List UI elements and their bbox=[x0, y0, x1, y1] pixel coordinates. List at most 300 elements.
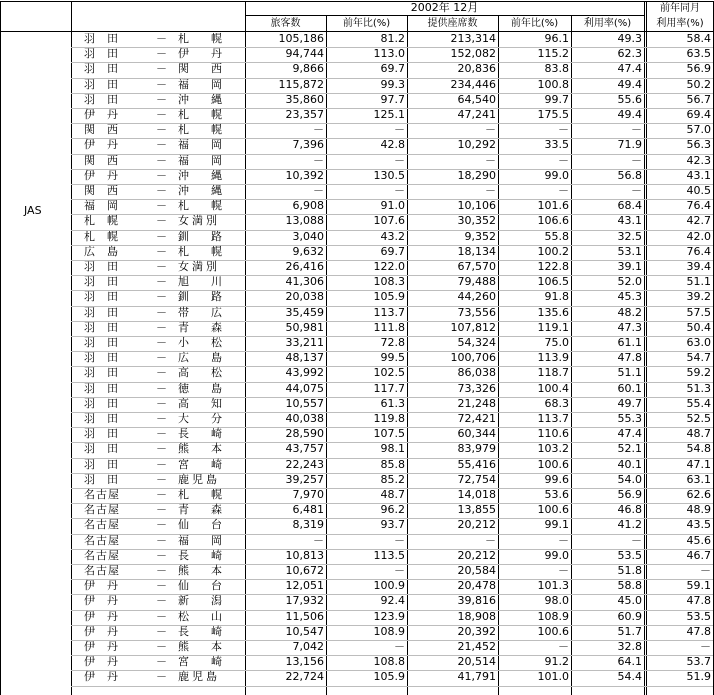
route-origin: 伊丹 bbox=[84, 138, 130, 152]
cell-prev-utilization: 63.1 bbox=[686, 472, 711, 486]
cell-prev-utilization: 63.5 bbox=[686, 47, 711, 61]
cell-utilization: 55.3 bbox=[617, 412, 642, 425]
period-label: 2002年 12月 bbox=[410, 1, 479, 14]
col-header-seats: 提供座席数 bbox=[427, 18, 478, 29]
cell-passenger-yoy: 92.4 bbox=[380, 594, 405, 608]
col-header-passenger-yoy: 前年比(%) bbox=[342, 18, 391, 29]
cell-prev-utilization: 50.4 bbox=[686, 320, 711, 334]
cell-seat-yoy: 99.7 bbox=[544, 92, 569, 106]
route-origin: 関西 bbox=[84, 153, 130, 167]
cell-passenger-yoy: 97.7 bbox=[380, 92, 405, 106]
cell-passengers: 10,557 bbox=[285, 396, 324, 410]
cell-utilization: 49.4 bbox=[617, 77, 642, 91]
cell-passenger-yoy: 111.8 bbox=[373, 320, 405, 334]
route-destination: 仙台 bbox=[178, 579, 244, 593]
cell-passenger-yoy: － bbox=[394, 153, 405, 167]
cell-passenger-yoy: 61.3 bbox=[380, 396, 405, 410]
route-destination: 札幌 bbox=[178, 244, 244, 258]
cell-utilization: 54.0 bbox=[617, 472, 642, 486]
route-dash: － bbox=[156, 640, 167, 653]
cell-prev-utilization: 69.4 bbox=[686, 108, 711, 121]
cell-seat-yoy: 110.6 bbox=[537, 427, 569, 441]
route-origin: 広島 bbox=[84, 244, 130, 258]
route-destination: 熊本 bbox=[178, 640, 244, 653]
route-origin: 羽田 bbox=[84, 290, 130, 304]
route-dash: － bbox=[156, 518, 167, 532]
route-origin: 伊丹 bbox=[84, 579, 130, 593]
cell-seats: － bbox=[485, 184, 496, 197]
col-header-utilization: 利用率(%) bbox=[583, 18, 632, 29]
route-dash: － bbox=[156, 670, 167, 684]
route-dash: － bbox=[156, 336, 167, 349]
cell-seats: 20,392 bbox=[457, 624, 496, 638]
cell-prev-utilization: 53.7 bbox=[686, 655, 711, 669]
route-dash: － bbox=[156, 199, 167, 213]
cell-prev-utilization: 54.7 bbox=[686, 351, 711, 365]
cell-seat-yoy: － bbox=[558, 123, 569, 137]
cell-utilization: 49.4 bbox=[617, 108, 642, 121]
cell-seat-yoy: 113.9 bbox=[537, 351, 569, 365]
cell-utilization: 60.1 bbox=[617, 381, 642, 395]
cell-seats: 86,038 bbox=[457, 366, 496, 380]
cell-prev-utilization: 42.7 bbox=[686, 214, 711, 228]
route-dash: － bbox=[156, 138, 167, 152]
cell-passenger-yoy: 123.9 bbox=[373, 609, 405, 623]
cell-passengers: 10,392 bbox=[285, 168, 324, 182]
cell-prev-utilization: 39.4 bbox=[686, 260, 711, 273]
cell-passengers: 23,357 bbox=[285, 108, 324, 121]
cell-utilization: － bbox=[631, 123, 642, 137]
cell-passenger-yoy: 72.8 bbox=[380, 336, 405, 349]
cell-passenger-yoy: 105.9 bbox=[373, 290, 405, 304]
route-dash: － bbox=[156, 609, 167, 623]
route-origin: 伊丹 bbox=[84, 594, 130, 608]
route-dash: － bbox=[156, 244, 167, 258]
route-origin: 関西 bbox=[84, 123, 130, 137]
cell-utilization: 68.4 bbox=[617, 199, 642, 213]
cell-seats: 60,344 bbox=[457, 427, 496, 441]
route-origin: 名古屋 bbox=[84, 503, 120, 517]
cell-seat-yoy: － bbox=[558, 153, 569, 167]
cell-prev-utilization: 51.9 bbox=[686, 670, 711, 684]
cell-prev-utilization: 39.2 bbox=[686, 290, 711, 304]
route-destination: 札幌 bbox=[178, 199, 244, 213]
route-origin: 伊丹 bbox=[84, 624, 130, 638]
cell-prev-utilization: 40.5 bbox=[686, 184, 711, 197]
cell-prev-utilization: 62.6 bbox=[686, 488, 711, 501]
cell-prev-utilization: 43.5 bbox=[686, 518, 711, 532]
route-destination: 長崎 bbox=[178, 624, 244, 638]
route-destination: 高知 bbox=[178, 396, 244, 410]
cell-utilization: 56.9 bbox=[617, 488, 642, 501]
cell-seats: 18,908 bbox=[457, 609, 496, 623]
cell-passenger-yoy: 96.2 bbox=[380, 503, 405, 517]
cell-seats: 13,855 bbox=[457, 503, 496, 517]
cell-seat-yoy: 100.6 bbox=[537, 624, 569, 638]
cell-passengers: 13,156 bbox=[285, 655, 324, 669]
route-destination: 新潟 bbox=[178, 594, 244, 608]
col-border bbox=[71, 1, 72, 695]
route-origin: 羽田 bbox=[84, 47, 130, 61]
route-destination: 大分 bbox=[178, 412, 244, 425]
cell-prev-utilization: 56.3 bbox=[686, 138, 711, 152]
cell-utilization: 39.1 bbox=[617, 260, 642, 273]
cell-utilization: 47.4 bbox=[617, 62, 642, 76]
route-dash: － bbox=[156, 396, 167, 410]
cell-passengers: 6,481 bbox=[292, 503, 324, 517]
route-dash: － bbox=[156, 77, 167, 91]
cell-seat-yoy: － bbox=[558, 533, 569, 547]
cell-seat-yoy: 98.0 bbox=[544, 594, 569, 608]
route-dash: － bbox=[156, 214, 167, 228]
cell-passenger-yoy: 42.8 bbox=[380, 138, 405, 152]
cell-utilization: 53.1 bbox=[617, 244, 642, 258]
cell-utilization: － bbox=[631, 153, 642, 167]
route-origin: 伊丹 bbox=[84, 640, 130, 653]
cell-passenger-yoy: 125.1 bbox=[373, 108, 405, 121]
cell-seats: 83,979 bbox=[457, 442, 496, 456]
cell-passengers: 26,416 bbox=[285, 260, 324, 273]
cell-seat-yoy: 101.0 bbox=[537, 670, 569, 684]
cell-prev-utilization: 42.3 bbox=[686, 153, 711, 167]
cell-prev-utilization: 55.4 bbox=[686, 396, 711, 410]
cell-passenger-yoy: 107.5 bbox=[373, 427, 405, 441]
cell-prev-utilization: 51.1 bbox=[686, 275, 711, 289]
cell-seats: 47,241 bbox=[457, 108, 496, 121]
cell-seats: 55,416 bbox=[457, 457, 496, 471]
route-dash: － bbox=[156, 108, 167, 121]
cell-passenger-yoy: 99.5 bbox=[380, 351, 405, 365]
route-destination: 福岡 bbox=[178, 153, 244, 167]
route-dash: － bbox=[156, 594, 167, 608]
cell-prev-utilization: 59.2 bbox=[686, 366, 711, 380]
cell-seats: 10,292 bbox=[457, 138, 496, 152]
cell-prev-utilization: 76.4 bbox=[686, 244, 711, 258]
cell-passengers: － bbox=[313, 533, 324, 547]
cell-prev-utilization: 47.8 bbox=[686, 624, 711, 638]
route-destination: 女満別 bbox=[178, 260, 220, 273]
route-dash: － bbox=[156, 548, 167, 562]
route-dash: － bbox=[156, 153, 167, 167]
route-destination: 青森 bbox=[178, 503, 244, 517]
cell-seats: 20,478 bbox=[457, 579, 496, 593]
cell-utilization: 48.2 bbox=[617, 305, 642, 319]
cell-seat-yoy: 99.1 bbox=[544, 518, 569, 532]
cell-utilization: － bbox=[631, 184, 642, 197]
cell-utilization: － bbox=[631, 533, 642, 547]
cell-utilization: 47.8 bbox=[617, 351, 642, 365]
cell-prev-utilization: 43.1 bbox=[686, 168, 711, 182]
route-destination: 鹿児島 bbox=[178, 472, 220, 486]
route-dash: － bbox=[156, 366, 167, 380]
cell-prev-utilization: 47.8 bbox=[686, 594, 711, 608]
cell-utilization: 58.8 bbox=[617, 579, 642, 593]
cell-seat-yoy: 99.0 bbox=[544, 548, 569, 562]
cell-seats: － bbox=[485, 123, 496, 137]
route-origin: 羽田 bbox=[84, 381, 130, 395]
col-header-seat-yoy: 前年比(%) bbox=[510, 18, 559, 29]
route-origin: 羽田 bbox=[84, 472, 130, 486]
cell-utilization: 52.1 bbox=[617, 442, 642, 456]
cell-passengers: 48,137 bbox=[285, 351, 324, 365]
route-origin: 羽田 bbox=[84, 32, 130, 45]
cell-seats: 107,812 bbox=[450, 320, 496, 334]
cell-passengers: 9,866 bbox=[292, 62, 324, 76]
route-destination: 熊本 bbox=[178, 442, 244, 456]
cell-passenger-yoy: － bbox=[394, 533, 405, 547]
cell-passengers: 3,040 bbox=[292, 229, 324, 243]
cell-passenger-yoy: 85.2 bbox=[380, 472, 405, 486]
cell-seat-yoy: 103.2 bbox=[537, 442, 569, 456]
cell-passenger-yoy: 69.7 bbox=[380, 244, 405, 258]
cell-passengers: 17,932 bbox=[285, 594, 324, 608]
cell-prev-utilization: － bbox=[700, 640, 711, 653]
cell-seats: 20,212 bbox=[457, 518, 496, 532]
route-destination: 札幌 bbox=[178, 123, 244, 137]
cell-seat-yoy: 83.8 bbox=[544, 62, 569, 76]
cell-passenger-yoy: 91.0 bbox=[380, 199, 405, 213]
cell-utilization: 43.1 bbox=[617, 214, 642, 228]
cell-utilization: 62.3 bbox=[617, 47, 642, 61]
cell-passenger-yoy: 108.9 bbox=[373, 624, 405, 638]
cell-passengers: － bbox=[313, 153, 324, 167]
cell-seats: 54,324 bbox=[457, 336, 496, 349]
route-origin: 羽田 bbox=[84, 336, 130, 349]
cell-utilization: 51.7 bbox=[617, 624, 642, 638]
cell-seats: 72,754 bbox=[457, 472, 496, 486]
cell-utilization: 61.1 bbox=[617, 336, 642, 349]
route-origin: 伊丹 bbox=[84, 655, 130, 669]
cell-utilization: 55.6 bbox=[617, 92, 642, 106]
cell-passengers: 115,872 bbox=[278, 77, 324, 91]
cell-seats: 20,836 bbox=[457, 62, 496, 76]
cell-passengers: 7,396 bbox=[292, 138, 324, 152]
cell-passengers: 35,860 bbox=[285, 92, 324, 106]
route-dash: － bbox=[156, 564, 167, 577]
cell-utilization: 53.5 bbox=[617, 548, 642, 562]
cell-seat-yoy: 100.2 bbox=[537, 244, 569, 258]
cell-passengers: 6,908 bbox=[292, 199, 324, 213]
cell-utilization: 41.2 bbox=[617, 518, 642, 532]
route-dash: － bbox=[156, 229, 167, 243]
cell-passengers: 8,319 bbox=[292, 518, 324, 532]
cell-passenger-yoy: － bbox=[394, 123, 405, 137]
cell-passengers: 44,075 bbox=[285, 381, 324, 395]
route-destination: 長崎 bbox=[178, 548, 244, 562]
cell-seats: 20,514 bbox=[457, 655, 496, 669]
route-dash: － bbox=[156, 47, 167, 61]
cell-utilization: 71.9 bbox=[617, 138, 642, 152]
cell-passengers: 10,547 bbox=[285, 624, 324, 638]
cell-seat-yoy: 91.8 bbox=[544, 290, 569, 304]
route-dash: － bbox=[156, 624, 167, 638]
cell-seats: 41,791 bbox=[457, 670, 496, 684]
cell-passengers: － bbox=[313, 184, 324, 197]
route-dash: － bbox=[156, 442, 167, 456]
cell-seats: 21,248 bbox=[457, 396, 496, 410]
route-dash: － bbox=[156, 488, 167, 501]
cell-seats: 73,326 bbox=[457, 381, 496, 395]
cell-seat-yoy: － bbox=[558, 184, 569, 197]
route-dash: － bbox=[156, 381, 167, 395]
cell-seats: 10,106 bbox=[457, 199, 496, 213]
route-origin: 伊丹 bbox=[84, 609, 130, 623]
route-origin: 羽田 bbox=[84, 442, 130, 456]
route-dash: － bbox=[156, 320, 167, 334]
route-destination: 帯広 bbox=[178, 305, 244, 319]
route-destination: 沖縄 bbox=[178, 92, 244, 106]
cell-passenger-yoy: 85.8 bbox=[380, 457, 405, 471]
cell-passenger-yoy: 122.0 bbox=[373, 260, 405, 273]
cell-passenger-yoy: 119.8 bbox=[373, 412, 405, 425]
route-origin: 羽田 bbox=[84, 320, 130, 334]
route-origin: 羽田 bbox=[84, 92, 130, 106]
cell-seats: 73,556 bbox=[457, 305, 496, 319]
cell-seat-yoy: 99.6 bbox=[544, 472, 569, 486]
route-destination: 福岡 bbox=[178, 77, 244, 91]
cell-seat-yoy: 108.9 bbox=[537, 609, 569, 623]
cell-prev-utilization: 53.5 bbox=[686, 609, 711, 623]
cell-utilization: 46.8 bbox=[617, 503, 642, 517]
cell-passengers: 11,506 bbox=[285, 609, 324, 623]
cell-seat-yoy: 68.3 bbox=[544, 396, 569, 410]
cell-prev-utilization: 56.7 bbox=[686, 92, 711, 106]
cell-passengers: 22,724 bbox=[285, 670, 324, 684]
route-dash: － bbox=[156, 579, 167, 593]
route-dash: － bbox=[156, 427, 167, 441]
cell-seats: 39,816 bbox=[457, 594, 496, 608]
cell-prev-utilization: 52.5 bbox=[686, 412, 711, 425]
cell-prev-utilization: 63.0 bbox=[686, 336, 711, 349]
cell-prev-utilization: 48.9 bbox=[686, 503, 711, 517]
cell-seat-yoy: 101.6 bbox=[537, 199, 569, 213]
cell-passengers: 35,459 bbox=[285, 305, 324, 319]
route-origin: 伊丹 bbox=[84, 108, 130, 121]
route-destination: 釧路 bbox=[178, 290, 244, 304]
route-destination: 熊本 bbox=[178, 564, 244, 577]
route-destination: 徳島 bbox=[178, 381, 244, 395]
route-origin: 伊丹 bbox=[84, 670, 130, 684]
cell-seats: 20,584 bbox=[457, 564, 496, 577]
cell-utilization: 45.3 bbox=[617, 290, 642, 304]
route-origin: 羽田 bbox=[84, 427, 130, 441]
cell-seats: 14,018 bbox=[457, 488, 496, 501]
cell-utilization: 40.1 bbox=[617, 457, 642, 471]
cell-seat-yoy: 106.6 bbox=[537, 214, 569, 228]
cell-passengers: 9,632 bbox=[292, 244, 324, 258]
cell-passengers: 22,243 bbox=[285, 457, 324, 471]
cell-seat-yoy: 91.2 bbox=[544, 655, 569, 669]
route-dash: － bbox=[156, 655, 167, 669]
cell-seats: 30,352 bbox=[457, 214, 496, 228]
cell-seat-yoy: 53.6 bbox=[544, 488, 569, 501]
cell-prev-utilization: 54.8 bbox=[686, 442, 711, 456]
cell-passenger-yoy: 48.7 bbox=[380, 488, 405, 501]
cell-utilization: 47.4 bbox=[617, 427, 642, 441]
route-destination: 福岡 bbox=[178, 533, 244, 547]
cell-seat-yoy: － bbox=[558, 564, 569, 577]
route-dash: － bbox=[156, 412, 167, 425]
cell-passenger-yoy: － bbox=[394, 184, 405, 197]
cell-prev-utilization: 51.3 bbox=[686, 381, 711, 395]
cell-seats: 64,540 bbox=[457, 92, 496, 106]
route-origin: 福岡 bbox=[84, 199, 130, 213]
cell-prev-utilization: 48.7 bbox=[686, 427, 711, 441]
cell-seat-yoy: 99.0 bbox=[544, 168, 569, 182]
prev-year-label: 前年同月 bbox=[660, 3, 700, 14]
cell-seats: － bbox=[485, 533, 496, 547]
cell-prev-utilization: 50.2 bbox=[686, 77, 711, 91]
cell-prev-utilization: 45.6 bbox=[686, 533, 711, 547]
route-dash: － bbox=[156, 457, 167, 471]
cell-seat-yoy: 175.5 bbox=[537, 108, 569, 121]
route-dash: － bbox=[156, 260, 167, 273]
cell-seat-yoy: 100.4 bbox=[537, 381, 569, 395]
cell-passenger-yoy: 117.7 bbox=[373, 381, 405, 395]
cell-passengers: 43,992 bbox=[285, 366, 324, 380]
cell-utilization: 47.3 bbox=[617, 320, 642, 334]
cell-prev-utilization: 47.1 bbox=[686, 457, 711, 471]
route-dash: － bbox=[156, 305, 167, 319]
cell-passenger-yoy: 81.2 bbox=[380, 32, 405, 45]
route-dash: － bbox=[156, 62, 167, 76]
route-origin: 札幌 bbox=[84, 229, 130, 243]
cell-utilization: 54.4 bbox=[617, 670, 642, 684]
route-dash: － bbox=[156, 32, 167, 45]
route-destination: 女満別 bbox=[178, 214, 220, 228]
route-origin: 羽田 bbox=[84, 366, 130, 380]
cell-seat-yoy: 106.5 bbox=[537, 275, 569, 289]
route-origin: 羽田 bbox=[84, 457, 130, 471]
route-dash: － bbox=[156, 123, 167, 137]
cell-passenger-yoy: 113.0 bbox=[373, 47, 405, 61]
cell-seat-yoy: 122.8 bbox=[537, 260, 569, 273]
route-dash: － bbox=[156, 184, 167, 197]
cell-utilization: 60.9 bbox=[617, 609, 642, 623]
route-origin: 羽田 bbox=[84, 351, 130, 365]
cell-passengers: 10,672 bbox=[285, 564, 324, 577]
cell-utilization: 32.8 bbox=[617, 640, 642, 653]
cell-utilization: 56.8 bbox=[617, 168, 642, 182]
route-origin: 札幌 bbox=[84, 214, 130, 228]
col-header-prev-utilization: 利用率(%) bbox=[656, 18, 704, 29]
cell-seat-yoy: 113.7 bbox=[537, 412, 569, 425]
route-destination: 青森 bbox=[178, 320, 244, 334]
cell-passenger-yoy: 100.9 bbox=[373, 579, 405, 593]
route-origin: 羽田 bbox=[84, 260, 130, 273]
col-border bbox=[0, 1, 1, 695]
route-origin: 名古屋 bbox=[84, 564, 120, 577]
cell-seats: 213,314 bbox=[450, 32, 496, 45]
cell-prev-utilization: 42.0 bbox=[686, 229, 711, 243]
route-destination: 札幌 bbox=[178, 32, 244, 45]
route-origin: 名古屋 bbox=[84, 548, 120, 562]
cell-seat-yoy: 101.3 bbox=[537, 579, 569, 593]
route-origin: 羽田 bbox=[84, 305, 130, 319]
cell-passenger-yoy: 99.3 bbox=[380, 77, 405, 91]
cell-passenger-yoy: 108.3 bbox=[373, 275, 405, 289]
cell-seats: － bbox=[485, 153, 496, 167]
route-destination: 伊丹 bbox=[178, 47, 244, 61]
cell-passenger-yoy: 102.5 bbox=[373, 366, 405, 380]
cell-passengers: 13,088 bbox=[285, 214, 324, 228]
cell-passenger-yoy: 113.7 bbox=[373, 305, 405, 319]
cell-seat-yoy: 119.1 bbox=[537, 320, 569, 334]
cell-passenger-yoy: 93.7 bbox=[380, 518, 405, 532]
route-destination: 福岡 bbox=[178, 138, 244, 152]
route-origin: 羽田 bbox=[84, 62, 130, 76]
cell-prev-utilization: 59.1 bbox=[686, 579, 711, 593]
